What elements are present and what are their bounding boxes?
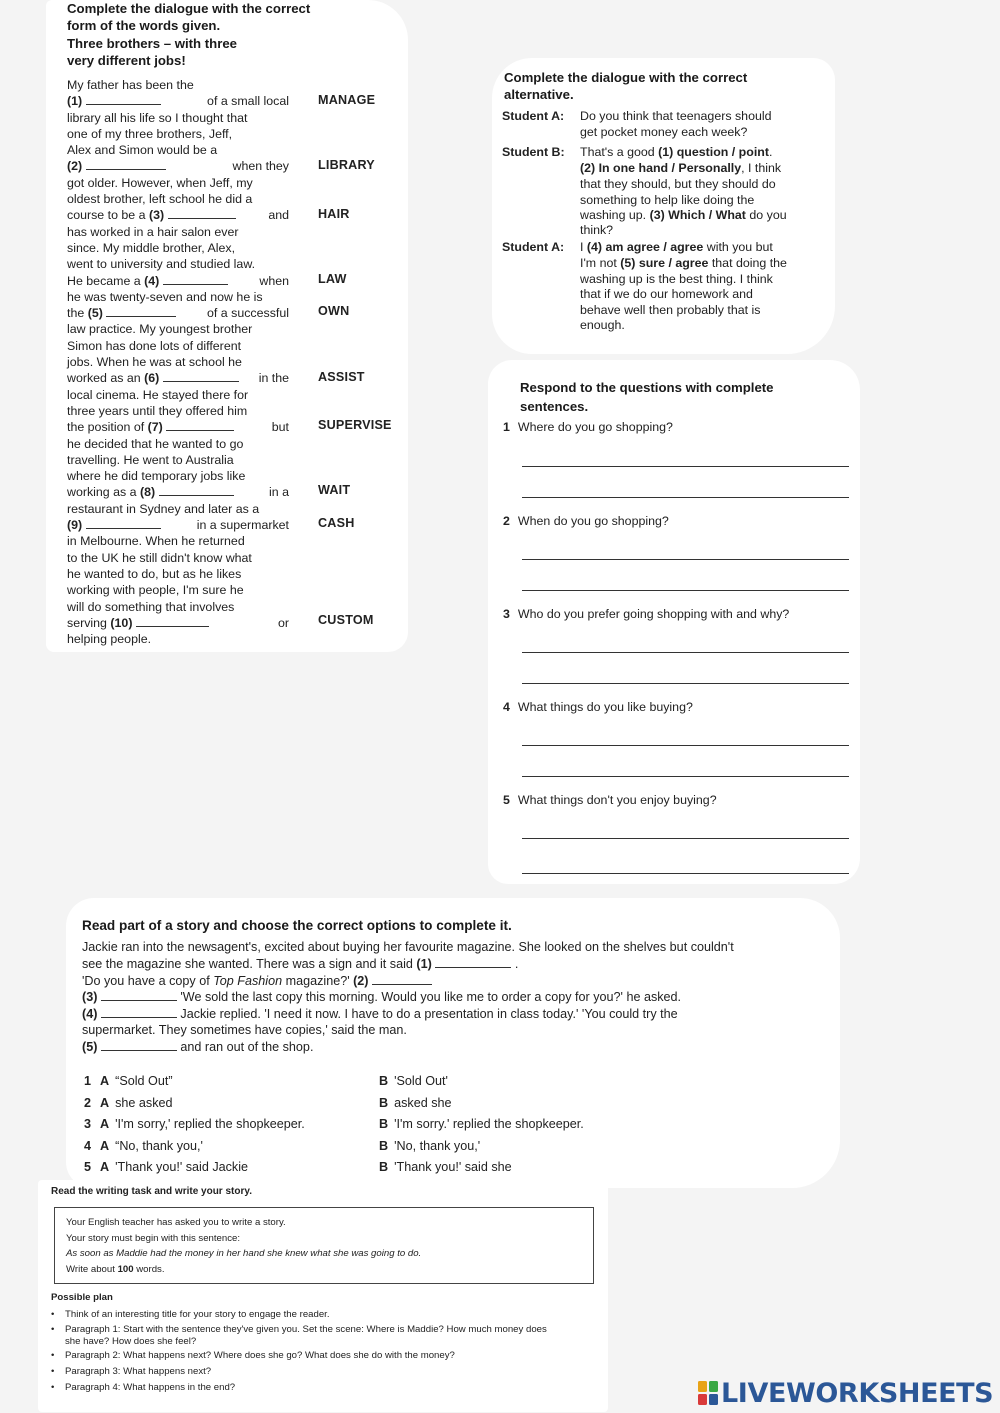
answer-line[interactable] — [522, 497, 849, 498]
section-3-instruction: Respond to the questions with complete sentences. — [520, 380, 774, 414]
text-line: will do something that involves — [67, 599, 235, 614]
text-line: He became a (4) when — [67, 273, 289, 288]
plan-item: • Paragraph 4: What happens in the end? — [51, 1382, 236, 1393]
keyword: SUPERVISE — [318, 418, 392, 432]
dialogue-line: behave well then probably that is — [580, 303, 761, 317]
text-line: since. My middle brother, Alex, — [67, 240, 236, 255]
text-line: in Melbourne. When he returned — [67, 534, 245, 549]
text-line: jobs. When he was at school he — [67, 355, 242, 370]
keyword: CUSTOM — [318, 613, 374, 627]
text-line: (2) when they — [67, 159, 289, 174]
dialogue-line: something to help like doing the — [580, 193, 755, 207]
story-line: (3) 'We sold the last copy this morning. Would you like me to order a copy for you?' he asked. — [82, 990, 682, 1004]
story-title: Three brothers – with three very different jobs! — [67, 36, 238, 68]
text-line: where he did temporary jobs like — [67, 469, 246, 484]
option-1-a[interactable]: 1 A “Sold Out” — [84, 1074, 173, 1088]
choice-1[interactable]: (1) question / point — [658, 145, 769, 159]
option-4-b[interactable]: B 'No, thank you,' — [379, 1139, 481, 1153]
question-3: 3 Who do you prefer going shopping with and why? — [503, 607, 790, 621]
answer-line[interactable] — [522, 745, 849, 746]
section-5-instruction: Read the writing task and write your story. — [51, 1186, 252, 1197]
question-1: 1 Where do you go shopping? — [503, 420, 673, 434]
dialogue-line: That's a good (1) question / point. — [580, 145, 773, 159]
question-5: 5 What things don't you enjoy buying? — [503, 793, 717, 807]
story-blank-5[interactable] — [101, 1039, 177, 1051]
text-line: working as a (8) in a — [67, 485, 289, 500]
text-line: went to university and studied law. — [67, 257, 256, 272]
text-line: helping people. — [67, 632, 152, 647]
dialogue-line: that if we do our homework and — [580, 287, 753, 301]
option-5-a[interactable]: 5 A 'Thank you!' said Jackie — [84, 1160, 249, 1174]
keyword: LIBRARY — [318, 158, 375, 172]
text-line: Simon has done lots of different — [67, 338, 242, 353]
story-blank-4[interactable] — [101, 1006, 177, 1018]
text-line: law practice. My youngest brother — [67, 322, 253, 337]
story-blank-1[interactable] — [435, 956, 511, 968]
gap-blank-10[interactable] — [136, 615, 209, 627]
gap-blank-1[interactable] — [86, 93, 161, 105]
story-line: supermarket. They sometimes have copies,' said the man. — [82, 1023, 407, 1037]
task-line: Your story must begin with this sentence: — [66, 1233, 241, 1244]
answer-line[interactable] — [522, 652, 849, 653]
text-line: one of my three brothers, Jeff, — [67, 126, 233, 141]
answer-line[interactable] — [522, 466, 849, 467]
story-line: Jackie ran into the newsagent's, excited about buying her favourite magazine. She looked on the shelves but couldn't — [82, 940, 734, 954]
answer-line[interactable] — [522, 559, 849, 560]
text-line: he decided that he wanted to go — [67, 436, 244, 451]
gap-blank-4[interactable] — [163, 273, 228, 285]
option-2-a[interactable]: 2 A she asked — [84, 1096, 173, 1110]
keyword: LAW — [318, 272, 347, 286]
text-line: (9) in a supermarket — [67, 518, 289, 533]
text-line: he was twenty-seven and now he is — [67, 289, 263, 304]
dialogue-line: I (4) am agree / agree with you but — [580, 240, 773, 254]
task-first-sentence: As soon as Maddie had the money in her hand she knew what she was going to do. — [66, 1248, 422, 1259]
choice-4[interactable]: (4) am agree / agree — [586, 240, 704, 254]
text-line: oldest brother, left school he did a — [67, 192, 253, 207]
story-blank-3[interactable] — [101, 989, 177, 1001]
answer-line[interactable] — [522, 683, 849, 684]
plan-title: Possible plan — [51, 1292, 113, 1303]
plan-item: • Paragraph 1: Start with the sentence they've given you. Set the scene: Where is Maddie? How much money does she have? How does she feel? — [51, 1324, 547, 1347]
option-3-b[interactable]: B 'I'm sorry.' replied the shopkeeper. — [379, 1117, 584, 1131]
option-3-a[interactable]: 3 A 'I'm sorry,' replied the shopkeeper. — [84, 1117, 305, 1131]
task-line: Your English teacher has asked you to write a story. — [66, 1217, 286, 1228]
question-4: 4 What things do you like buying? — [503, 700, 693, 714]
dialogue-line: washing up. (3) Which / What do you — [580, 208, 787, 222]
keyword: WAIT — [318, 483, 351, 497]
text-line: worked as an (6) in the — [67, 371, 289, 386]
gap-blank-3[interactable] — [168, 207, 236, 219]
section-2-instruction: Complete the dialogue with the correct alternative. — [504, 70, 748, 102]
speaker-label: Student A: — [502, 109, 565, 123]
dialogue-line: I'm not (5) sure / agree that doing the — [580, 256, 787, 270]
gap-blank-7[interactable] — [166, 419, 234, 431]
text-line: has worked in a hair salon ever — [67, 224, 239, 239]
task-line: Write about 100 words. — [66, 1264, 165, 1275]
text-line: to the UK he still didn't know what — [67, 550, 252, 565]
text-line: working with people, I'm sure he — [67, 583, 244, 598]
keyword: OWN — [318, 304, 350, 318]
speaker-label: Student B: — [502, 145, 565, 159]
keyword: CASH — [318, 516, 355, 530]
dialogue-line: that they should, but they should do — [580, 177, 776, 191]
text-line: got older. However, when Jeff, my — [67, 175, 253, 190]
text-line: the position of (7) but — [67, 420, 289, 435]
story-line: (5) and ran out of the shop. — [82, 1040, 314, 1054]
liveworksheets-logo — [697, 1376, 993, 1410]
text-line: restaurant in Sydney and later as a — [67, 501, 260, 516]
speaker-label: Student A: — [502, 240, 565, 254]
choice-2[interactable]: (2) In one hand / Personally — [580, 161, 742, 175]
plan-item: • Paragraph 2: What happens next? Where does she go? What does she do with the money? — [51, 1350, 455, 1361]
story-line: 'Do you have a copy of Top Fashion magazine?' (2) — [82, 973, 432, 990]
text-line: Alex and Simon would be a — [67, 143, 218, 158]
plan-item: • Think of an interesting title for your story to engage the reader. — [51, 1309, 330, 1320]
logo-mark-icon — [697, 1379, 719, 1407]
section-4-instruction: Read part of a story and choose the correct options to complete it. — [82, 918, 512, 933]
dialogue-line: get pocket money each week? — [580, 125, 748, 139]
text-line: (1) of a small local — [67, 94, 289, 109]
choice-5[interactable]: (5) sure / agree — [620, 256, 709, 270]
dialogue-line: enough. — [580, 318, 625, 332]
choice-3[interactable]: (3) Which / What — [649, 208, 746, 222]
dialogue-line: Do you think that teenagers should — [580, 109, 772, 123]
text-line: serving (10) or — [67, 615, 289, 630]
story-blank-2[interactable] — [372, 973, 432, 985]
option-2-b[interactable]: B asked she — [379, 1096, 452, 1110]
answer-line[interactable] — [522, 776, 849, 777]
logo-text: LIVEWORKSHEETS — [721, 1377, 994, 1409]
answer-line[interactable] — [522, 590, 849, 591]
option-4-a[interactable]: 4 A “No, thank you,' — [84, 1139, 203, 1153]
gap-blank-2[interactable] — [86, 158, 166, 170]
text-line: he wanted to do, but as he likes — [67, 566, 242, 581]
text-line: course to be a (3) and — [67, 208, 289, 223]
gap-blank-6[interactable] — [163, 370, 239, 382]
gap-blank-8[interactable] — [159, 484, 234, 496]
dialogue-line: think? — [580, 223, 614, 237]
question-2: 2 When do you go shopping? — [503, 514, 669, 528]
section-1-instruction: Complete the dialogue with the correct form of the words given. — [67, 1, 311, 33]
text-line: the (5) of a successful — [67, 306, 289, 321]
text-line: three years until they offered him — [67, 403, 248, 418]
keyword: HAIR — [318, 207, 350, 221]
text-line: travelling. He went to Australia — [67, 452, 234, 467]
story-line: (4) Jackie replied. 'I need it now. I have to do a presentation in class today.' 'You could try the — [82, 1007, 678, 1021]
keyword: ASSIST — [318, 370, 365, 384]
text-line: My father has been the — [67, 78, 194, 92]
answer-line[interactable] — [522, 838, 849, 839]
gap-blank-5[interactable] — [106, 305, 176, 317]
text-line: local cinema. He stayed there for — [67, 387, 249, 402]
text-line: library all his life so I thought that — [67, 110, 248, 125]
dialogue-line: (2) In one hand / Personally, I think — [580, 161, 782, 175]
gap-fill-text — [67, 77, 312, 647]
option-1-b[interactable]: B 'Sold Out' — [379, 1074, 448, 1088]
dialogue-line: washing up is the best thing. I think — [580, 272, 773, 286]
gap-blank-9[interactable] — [86, 517, 161, 529]
keyword: MANAGE — [318, 93, 376, 107]
plan-item: • Paragraph 3: What happens next? — [51, 1366, 212, 1377]
story-line: see the magazine she wanted. There was a sign and it said (1) . — [82, 957, 519, 971]
option-5-b[interactable]: B 'Thank you!' said she — [379, 1160, 512, 1174]
answer-line[interactable] — [522, 873, 849, 874]
